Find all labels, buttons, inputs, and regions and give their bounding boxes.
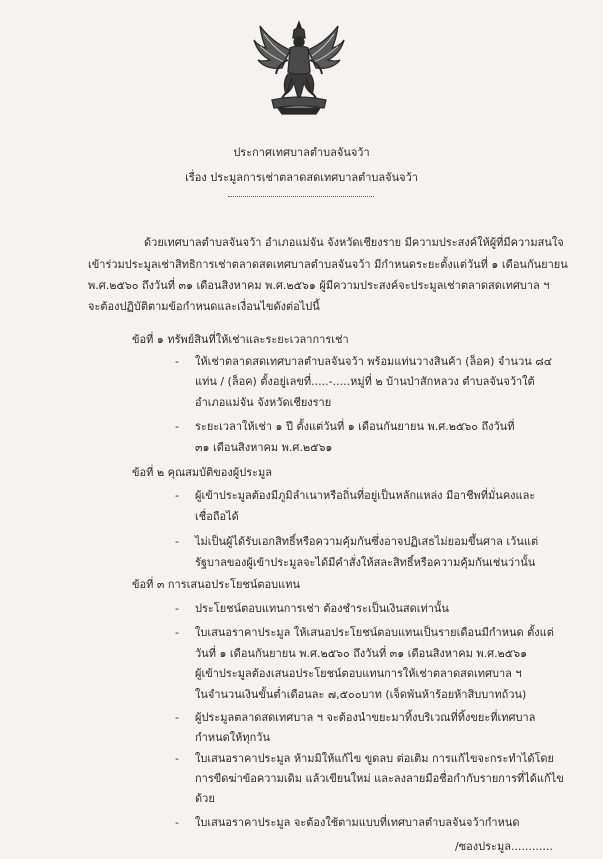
- section-3-item-2: ใบเสนอราคาประมูล ให้เสนอประโยชน์ตอบแทนเป็นรายเดือนมีกำหนด ตั้งแต่: [195, 626, 554, 639]
- bullet-dash: -: [175, 420, 179, 433]
- section-3-item-4: ด้วย: [195, 792, 215, 805]
- intro-line: จะต้องปฏิบัติตามข้อกำหนดและเงื่อนไขดังต่อไปนี้: [88, 300, 320, 313]
- document-subject: เรื่อง ประมูลการเช่าตลาดสดเทศบาลตำบลจันจว้า: [185, 171, 418, 184]
- garuda-emblem-icon: [252, 20, 346, 116]
- section-3-item-3: กำหนดให้ทุกวัน: [195, 731, 270, 744]
- document-title: ประกาศเทศบาลตำบลจันจว้า: [233, 146, 370, 159]
- section-1-item-1: อำเภอแม่จัน จังหวัดเชียงราย: [195, 396, 332, 409]
- section-2-item-2: รัฐบาลของผู้เข้าประมูลจะได้มีคำสั่งให้สละสิทธิ์หรือความคุ้มกันเช่นว่านั้น: [195, 556, 536, 569]
- section-1-item-2: ระยะเวลาให้เช่า ๑ ปี ตั้งแต่วันที่ ๑ เดือนกันยายน พ.ศ.๒๕๖๐ ถึงวันที่: [195, 420, 515, 433]
- section-3-item-3: ผู้ประมูลตลาดสดเทศบาล ฯ จะต้องนำขยะมาทิ้งบริเวณที่ทิ้งขยะที่เทศบาล: [195, 711, 536, 724]
- section-3-item-5: ใบเสนอราคาประมูล จะต้องใช้ตามแบบที่เทศบาลตำบลจันจว้ากำหนด: [195, 816, 520, 829]
- continuation-note: /ซองประมูล............: [455, 840, 553, 853]
- separator-line: [228, 196, 374, 197]
- bullet-dash: -: [175, 752, 179, 765]
- section-3-heading: ข้อที่ ๓ การเสนอประโยชน์ตอบแทน: [132, 578, 300, 591]
- section-2-item-1: เชื่อถือได้: [195, 510, 239, 523]
- section-3-item-2: ผู้เข้าประมูลต้องเสนอประโยชน์ตอบแทนการให้เช่าตลาดสดเทศบาล ฯ: [195, 667, 522, 680]
- section-1-item-1: แท่น / (ล็อค) ตั้งอยู่เลขที่.....-.....หมู่ที่ ๒ บ้านป่าสักหลวง ตำบลจันจว้าใต้: [195, 375, 535, 388]
- section-1-heading: ข้อที่ ๑ ทรัพย์สินที่ให้เช่าและระยะเวลาการเช่า: [132, 333, 349, 346]
- bullet-dash: -: [175, 711, 179, 724]
- intro-line: พ.ศ.๒๕๖๐ ถึงวันที่ ๓๑ เดือนสิงหาคม พ.ศ.๒๕๖๑ ผู้มีความประสงค์จะประมูลเช่าตลาดสดเทศบาล ฯ: [88, 279, 550, 292]
- section-2-heading: ข้อที่ ๒ คุณสมบัติของผู้ประมูล: [132, 466, 273, 479]
- bullet-dash: -: [175, 489, 179, 502]
- section-2-item-1: ผู้เข้าประมูลต้องมีภูมิลำเนาหรือถิ่นที่อยู่เป็นหลักแหล่ง มีอาชีพที่มั่นคงและ: [195, 489, 536, 502]
- intro-line: ด้วยเทศบาลตำบลจันจว้า อำเภอแม่จัน จังหวัดเชียงราย มีความประสงค์ให้ผู้ที่มีความสนใจ: [144, 236, 564, 249]
- section-3-item-4: ใบเสนอราคาประมูล ห้ามมิให้แก้ไข ขูดลบ ต่อเติม การแก้ไขจะกระทำได้โดย: [195, 752, 554, 765]
- section-3-item-4: การขีดฆ่าข้อความเดิม แล้วเขียนใหม่ และลงลายมือชื่อกำกับรายการที่ได้แก้ไข: [195, 772, 564, 785]
- intro-line: เข้าร่วมประมูลเช่าสิทธิการเช่าตลาดสดเทศบาลตำบลจันจว้า มีกำหนดระยะตั้งแต่วันที่ ๑ เดือนกันยายน: [88, 258, 568, 271]
- section-1-item-2: ๓๑ เดือนสิงหาคม พ.ศ.๒๕๖๑: [195, 441, 333, 454]
- bullet-dash: -: [175, 535, 179, 548]
- section-2-item-2: ไม่เป็นผู้ได้รับเอกสิทธิ์หรือความคุ้มกันซึ่งอาจปฏิเสธไม่ยอมขึ้นศาล เว้นแต่: [195, 535, 539, 548]
- bullet-dash: -: [175, 355, 179, 368]
- bullet-dash: -: [175, 816, 179, 829]
- section-3-item-2: วันที่ ๑ เดือนกันยายน พ.ศ.๒๕๖๐ ถึงวันที่ ๓๑ เดือนสิงหาคม พ.ศ.๒๕๖๑: [195, 647, 528, 660]
- bullet-dash: -: [175, 626, 179, 639]
- section-1-item-1: ให้เช่าตลาดสดเทศบาลตำบลจันจว้า พร้อมแท่นวางสินค้า (ล็อค) จำนวน ๘๔: [195, 355, 553, 368]
- section-3-item-2: ในจำนวนเงินขั้นต่ำเดือนละ ๗,๕๐๐บาท (เจ็ดพันห้าร้อยห้าสิบบาทถ้วน): [195, 688, 527, 701]
- section-3-item-1: ประโยชน์ตอบแทนการเช่า ต้องชำระเป็นเงินสดเท่านั้น: [195, 602, 449, 615]
- bullet-dash: -: [175, 602, 179, 615]
